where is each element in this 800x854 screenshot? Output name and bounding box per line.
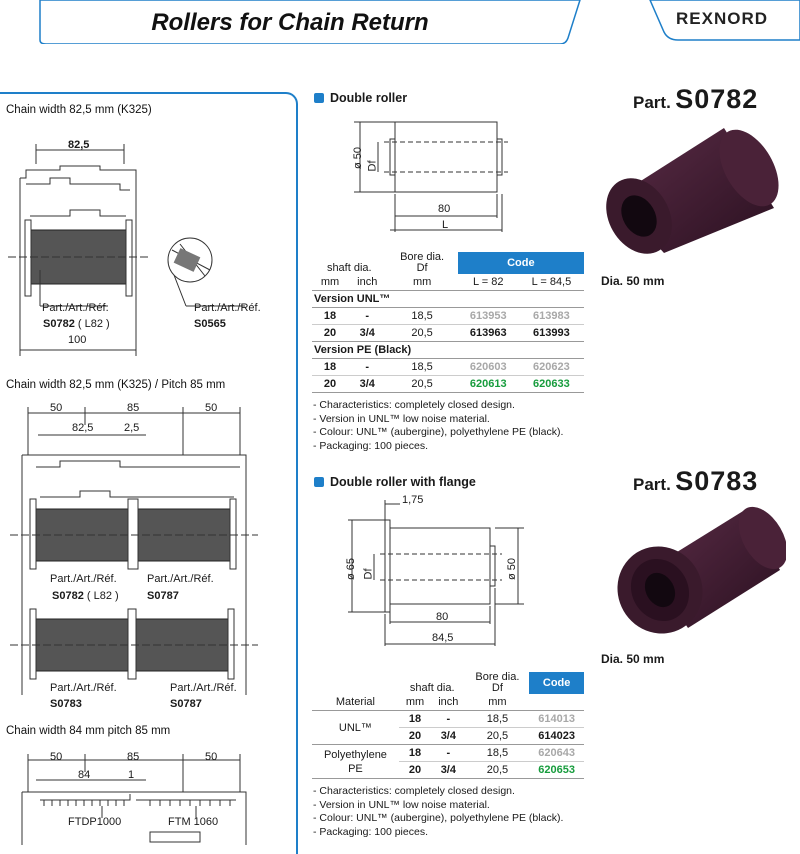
dim-s3-84: 84 (78, 769, 91, 781)
dim-dia50-flange: ø 50 (506, 557, 519, 581)
table-row: 20 3/4 20,5 620613 620633 (312, 376, 584, 393)
section1-caption: Chain width 82,5 mm (K325) (6, 104, 152, 116)
dim-df-flange: Df (362, 568, 375, 580)
dim-100: 100 (68, 334, 87, 346)
section2-caption: Chain width 82,5 mm (K325) / Pitch 85 mm (6, 379, 226, 391)
dim-s2-2-5: 2,5 (124, 422, 140, 434)
dia-caption-s0782: Dia. 50 mm (601, 274, 665, 288)
double-roller-table (312, 252, 584, 393)
table-row: 20 3/4 20,5 614023 (312, 728, 584, 745)
table-row: Polyethylene PE 18 - 18,5 620643 (312, 745, 584, 762)
dim-s2-85: 85 (127, 402, 140, 414)
group-pe: Version PE (Black) (314, 344, 412, 356)
material-pe: Polyethylene PE (312, 745, 399, 779)
dim-1-75: 1,75 (402, 494, 424, 506)
th-l84: L = 84,5 (531, 276, 572, 288)
group-unl: Version UNL™ (314, 293, 391, 305)
dim-dia65: ø 65 (345, 557, 358, 581)
callout-s2-1-label: Part./Art./Réf. (50, 573, 117, 585)
th-inch: inch (357, 276, 378, 288)
dim-82-5: 82,5 (68, 139, 90, 151)
bullet-square-icon (314, 477, 324, 487)
chain-pitch85-drawing (0, 395, 296, 715)
label-ftdp1000: FTDP1000 (68, 816, 122, 828)
bullet-square-icon (314, 93, 324, 103)
flange-roller-notes: - Characteristics: completely closed design. - Version in UNL™ low noise material. - Colour: UNL™ (aubergine), polyethylene PE (black). - Packaging: 100 pieces. (313, 785, 564, 838)
double-roller-notes: - Characteristics: completely closed design. - Version in UNL™ low noise material. - Colour: UNL™ (aubergine), polyethylene PE (black). - Packaging: 100 pieces. (313, 399, 564, 452)
dim-s3-50a: 50 (50, 751, 63, 763)
brand-logo: REXNORD (676, 9, 769, 28)
dia-caption-s0783: Dia. 50 mm (601, 652, 665, 666)
th-bore: Bore dia. Df (400, 251, 445, 274)
th-blank (312, 672, 399, 694)
callout-s0782: S0782 ( L82 ) (43, 318, 110, 330)
callout-s0565: S0565 (194, 318, 226, 330)
callout-s2-2-label: Part./Art./Réf. (147, 573, 214, 585)
chain-k325-drawing (0, 120, 296, 370)
dim-df: Df (366, 160, 379, 172)
dim-s3-1: 1 (128, 769, 135, 781)
dim-84-5: 84,5 (432, 632, 454, 644)
dim-s3-85: 85 (127, 751, 140, 763)
table-row: 20 3/4 20,5 620653 (312, 762, 584, 779)
double-roller-drawing (340, 112, 520, 236)
dim-80: 80 (438, 203, 451, 215)
table-row: 18 - 18,5 613953 613983 (312, 308, 584, 325)
dim-s2-82-5: 82,5 (72, 422, 94, 434)
chain-84-drawing (0, 748, 296, 845)
th-mm2: mm (412, 276, 432, 288)
th-l82: L = 82 (473, 276, 504, 288)
dim-s2-50a: 50 (50, 402, 63, 414)
callout-s0782-label: Part./Art./Réf. (42, 302, 109, 314)
callout-s0565-label: Part./Art./Réf. (194, 302, 261, 314)
table-row: UNL™ 18 - 18,5 614013 (312, 711, 584, 728)
th-mm-2: mm (405, 696, 425, 708)
th-mm3: mm (488, 696, 507, 708)
section3-caption: Chain width 84 mm pitch 85 mm (6, 725, 171, 737)
part-heading-s0782: Part. S0782 (633, 84, 759, 114)
callout-s2-1: S0782 ( L82 ) (52, 590, 119, 602)
callout-s2-2: S0787 (147, 590, 179, 602)
callout-s2-3: S0783 (50, 698, 82, 710)
dim-80-flange: 80 (436, 611, 449, 623)
double-roller-title: Double roller (314, 91, 407, 105)
dim-s3-50b: 50 (205, 751, 218, 763)
callout-s2-4: S0787 (170, 698, 202, 710)
table-row: 18 - 18,5 620603 620623 (312, 359, 584, 376)
th-code: Code (458, 252, 584, 274)
table-row: 20 3/4 20,5 613963 613993 (312, 325, 584, 342)
callout-s2-4-label: Part./Art./Réf. (170, 682, 237, 694)
dim-s2-50b: 50 (205, 402, 218, 414)
th-shaft-2: shaft dia. (409, 682, 455, 694)
flange-roller-title: Double roller with flange (314, 475, 476, 489)
part-heading-s0783: Part. S0783 (633, 466, 759, 496)
callout-s2-3-label: Part./Art./Réf. (50, 682, 117, 694)
th-bore-2: Bore dia. Df (475, 671, 520, 694)
th-shaft: shaft dia. (326, 262, 372, 274)
th-mm: mm (320, 276, 340, 288)
material-unl: UNL™ (312, 711, 399, 745)
dim-l: L (442, 219, 449, 231)
roller-s0782-photo (604, 118, 782, 258)
dim-dia50: ø 50 (352, 146, 365, 170)
th-code-2: Code (529, 672, 584, 694)
th-inch-2: inch (438, 696, 459, 708)
th-material: Material (335, 696, 375, 708)
roller-s0783-photo (608, 500, 786, 640)
page-title: Rollers for Chain Return (151, 9, 429, 36)
label-ftm1060: FTM 1060 (168, 816, 219, 828)
flange-roller-table (312, 672, 584, 779)
